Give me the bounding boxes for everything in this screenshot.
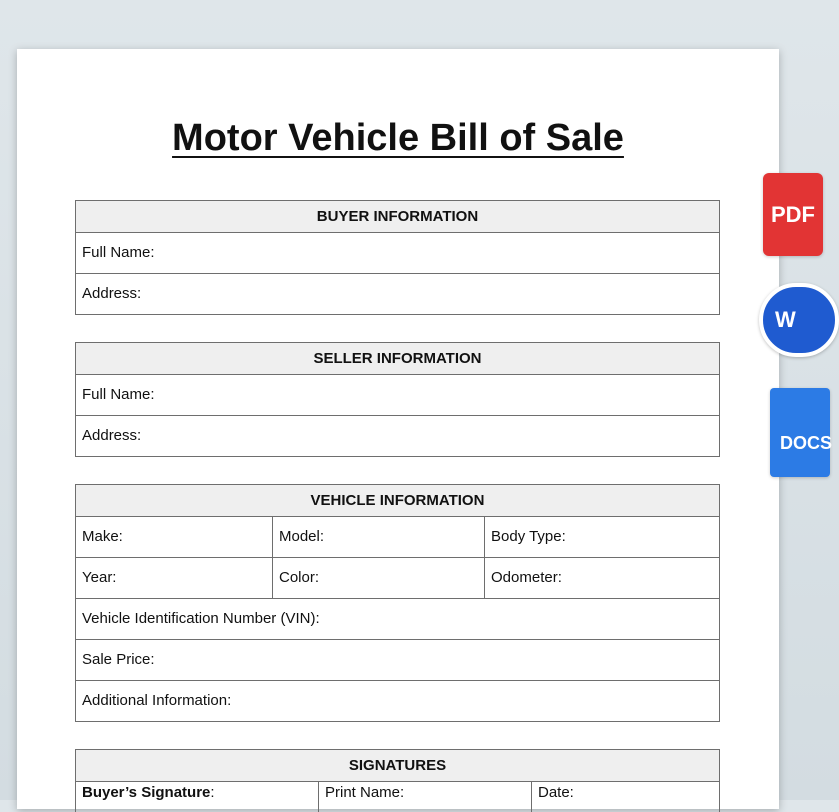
- additional-info-label: Additional Information:: [82, 692, 232, 709]
- make-field[interactable]: Make:: [82, 528, 123, 545]
- signatures-heading: SIGNATURES: [76, 750, 719, 782]
- seller-address-label: Address:: [82, 427, 142, 444]
- document-title: Motor Vehicle Bill of Sale: [172, 117, 624, 159]
- year-field[interactable]: Year:: [82, 569, 117, 586]
- buyer-signature-label: Buyer’s Signature: [82, 784, 211, 801]
- vehicle-row-make-model: [76, 517, 719, 558]
- print-name-field[interactable]: Print Name:: [318, 782, 531, 812]
- body-type-field[interactable]: Body Type:: [484, 517, 719, 557]
- date-field[interactable]: Date:: [531, 782, 719, 812]
- document-page: [17, 49, 779, 809]
- vehicle-section: [75, 484, 720, 722]
- sale-price-row[interactable]: [76, 640, 719, 681]
- vehicle-heading: VEHICLE INFORMATION: [76, 485, 719, 517]
- vehicle-row-year-color: [76, 558, 719, 599]
- pdf-format-icon[interactable]: PDF: [763, 173, 823, 256]
- additional-info-row[interactable]: [76, 681, 719, 721]
- seller-address-row[interactable]: [76, 416, 719, 456]
- seller-heading: SELLER INFORMATION: [76, 343, 719, 375]
- buyer-signature-field[interactable]: [76, 782, 318, 812]
- signature-row: [76, 782, 719, 812]
- buyer-address-label: Address:: [82, 285, 142, 302]
- buyer-heading: BUYER INFORMATION: [76, 201, 719, 233]
- vin-label: Vehicle Identification Number (VIN):: [82, 610, 320, 627]
- buyer-section: [75, 200, 720, 315]
- seller-full-name-row[interactable]: [76, 375, 719, 416]
- buyer-signature-colon: :: [210, 784, 215, 801]
- seller-section: [75, 342, 720, 457]
- vin-row[interactable]: [76, 599, 719, 640]
- word-format-icon[interactable]: W: [759, 283, 839, 357]
- odometer-field[interactable]: Odometer:: [484, 558, 719, 598]
- buyer-full-name-label: Full Name:: [82, 244, 155, 261]
- color-field[interactable]: Color:: [272, 558, 484, 598]
- google-docs-format-icon[interactable]: DOCS: [770, 388, 830, 477]
- buyer-full-name-row[interactable]: [76, 233, 719, 274]
- seller-full-name-label: Full Name:: [82, 386, 155, 403]
- buyer-address-row[interactable]: [76, 274, 719, 314]
- sale-price-label: Sale Price:: [82, 651, 155, 668]
- signatures-section: [75, 749, 720, 812]
- model-field[interactable]: Model:: [272, 517, 484, 557]
